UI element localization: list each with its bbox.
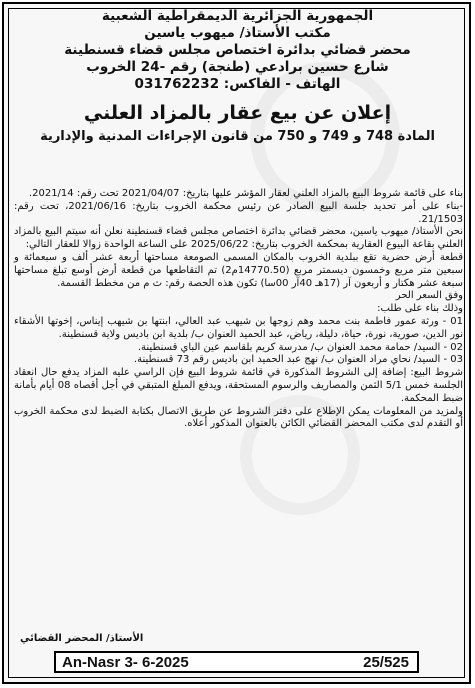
office-address: شارع حسين برادعي (طنجة) رقم -24 الخروب: [86, 59, 389, 75]
requester-01: 01 - ورثة عمور فاطمة بنت محمد وهم زوجها بن شيهب عبد العالي، ابنتها بن شيهب إيناس، إخوتها الأشقاء نور الدين، صورية، نورة، حياة، دليلة، رياض، عبد الحميد العنوان ب/ بلدية ابن باديس ولاية قسنطينة.: [14, 315, 463, 340]
letterhead: [8, 8, 467, 146]
announcement-number: 25/525: [363, 654, 409, 671]
republic-name: الجمهورية الجزائرية الديمقراطية الشعبية: [101, 8, 374, 24]
paragraph-price: وفق السعر الحر: [395, 290, 463, 302]
paragraph-sale-conditions: شروط البيع: إضافة إلى الشروط المذكورة في قائمة شروط البيع فإن الراسي عليه المزاد يدفع حال انعقاد الجلسة خمس 5/1 الثمن والمصاريف والرسوم المستحقة، ويدفع المبلغ المتبقي في أجل أقصاه 08 أيام بأمانة ضبط المحكمة.: [14, 367, 463, 404]
paragraph-session-order: -بناء على أمر تحديد جلسة البيع الصادر عن رئيس محكمة الخروب بتاريخ: 2021/06/16، تحت رقم: 21/1503.: [14, 200, 463, 225]
paragraph-more-info: ولمزيد من المعلومات يمكن الإطلاع على دفتر الشروط عن طريق الاتصال بكتابة الضبط لدى محكمة الخروب أو التقدم لدى مكتب المحضر القضائي الكائن بالعنوان المذكور أعلاه.: [14, 405, 463, 430]
publication-date: An-Nasr 3- 6-2025: [62, 654, 189, 671]
paragraph-basis-conditions: بناء على قائمة شروط البيع بالمزاد العلني لعقار المؤشر عليها بتاريخ: 2021/04/07 تحت رقم: 2021/14.: [28, 188, 463, 199]
announcement-body: [14, 188, 463, 431]
publication-footer: [54, 651, 419, 673]
paragraph-sale-notice: نحن الأستاذ/ ميهوب ياسين، محضر قضائي بدائرة اختصاص مجلس قضاء قسنطينة نعلن أنه سيتم البيع بالمزاد العلني بقاعة البيوع العقارية بمحكمة الخروب بتاريخ: 2025/06/22 على الساعة الواحدة زوالا للعقار التالي:: [14, 226, 463, 251]
signature-line: الأستاذ/ المحضر القضائي: [20, 633, 144, 644]
requester-03: 03 - السيد/ نحاي مراد العنوان ب/ نهج عبد الحميد ابن باديس رقم 73 قسنطينة.: [133, 354, 463, 366]
bailiff-jurisdiction: محضر قضائي بدائرة اختصاص مجلس قضاء قسنطينة: [64, 42, 411, 58]
paragraph-property-description: قطعة أرض حضرية تقع ببلدية الخروب بالمكان المسمى الصومعة مساحتها أربعة عشر ألف و سبعمائة و سبعين متر مربع وخمسون ديسمتر مربع (14770.50م2) تم التقاطعها من قطعة أرض أوسع تبلغ مساحتها سبعة عشر هكتار و أربعون آر (17هـ 40آر 00سا) تكون هذه الحصة رقم: ث م من مخطط القسمة.: [14, 251, 463, 289]
announcement-title: إعلان عن بيع عقار بالمزاد العلني: [83, 102, 392, 124]
paragraph-requesters-intro: وذلك بناء على طلب:: [377, 303, 463, 315]
legal-articles: المادة 748 و 749 و 750 من قانون الإجراءات المدنية والإدارية: [40, 129, 435, 144]
phone-fax: الهاتف - الفاكس: 031762232: [134, 76, 341, 92]
office-name: مكتب الأستاذ/ ميهوب ياسين: [144, 25, 331, 41]
requester-02: 02 - السيد/ حمامة محمد العنوان ب/ مدرسة كريم بلقاسم عين الباي قسنطينة.: [137, 341, 463, 353]
